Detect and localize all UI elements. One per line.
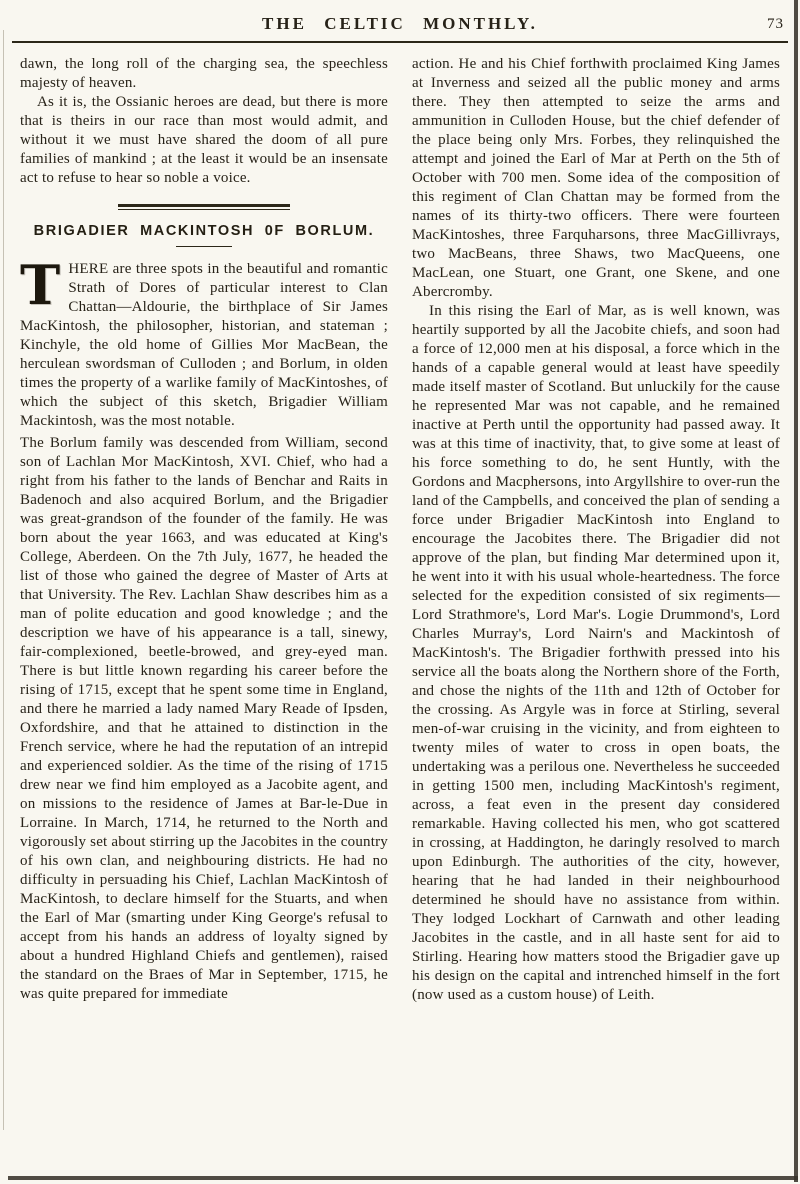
section-divider xyxy=(118,204,290,210)
paragraph-rising: In this rising the Earl of Mar, as is well known, was heartily supported by all the Jacobite chiefs, and soon had a force of 12,000 men at his disposal, a force which in the hands of a capable general would at least have speedily made itself master of Scotland. But unluckily for the cause he represented Mar was not capable, and he remained inactive at Perth until the opportunity had passed away. It was at this time of inactivity, that, to give some at least of his force something to do, he sent Huntly, with the Gordons and Macphersons, into Argyllshire to over-run the land of the Campbells, and conceived the plan of sending a force under Brigadier MacKintosh into England to encourage the Jacobites there. The Brigadier did not approve of the plan, but finding Mar determined upon it, he went into it with his usual whole-heartedness. The force selected for the expedition consisted of six regiments—Lord Strathmore's, Lord Mar's. Logie Drummond's, Lord Charles Murray's, Lord Nairn's and Mackintosh of MacKintosh's. The Brigadier forthwith pressed into his service all the boats along the Northern shore of the Forth, and chose the nights of the 11th and 12th of October for the crossing. As Argyle was in force at Stirling, several men-of-war cruising in the vicinity, and from eighteen to twenty miles of water to cross in open boats, the undertaking was a perilous one. Nevertheless he succeeded in getting 1500 men, including MacKintosh's regiment, across, a feat even in the present day considered remarkable. Having collected his men, who got scattered in crossing, at Haddington, he daringly resolved to march upon Edinburgh. The authorities of the city, however, hearing that he had landed in their neighbourhood determined he should have no assistance from within. They lodged Lockhart of Carnwath and other leading Jacobites in the castle, and in all haste sent for aid to Stirling. Hearing how matters stood the Brigadier gave up his design on the capital and intrenched himself in the fort (now used as a custom house) of Leith. xyxy=(412,303,780,1003)
paragraph-borlum-family: The Borlum family was descended from William, second son of Lachlan Mor MacKintosh, XVI. Chief, who had a right from his father to the lands of Benchar and Raits in Badenoch and also acquired Borlum, and the Brigadier was great-grandson of the founder of the family. He was born about the year 1663, and was educated at King's College, Aberdeen. On the 7th July, 1677, he headed the list of those who gained the degree of Master of Arts at that University. The Rev. Lachlan Shaw describes him as a man of polite education and good knowledge ; and the description we have of his appearance is a tall, sinewy, fair-complexioned, beetle-browed, and grey-eyed man. There is but little known regarding his career before the rising of 1715, except that he spent some time in England, and there he married a lady named Mary Reade of Ipsden, Oxfordshire, and that he attained to distinction in the French service, where he had the reputation of an intrepid and experienced soldier. As the time of the rising of 1715 drew near we find him employed as a Jacobite agent, and on missions to the residence of James at Bar-le-Due in Lorraine. In March, 1714, he returned to the North and vigorously set about stirring up the Jacobites in the country of his own clan, and neighbouring districts. He had no difficulty in persuading his Chief, Lachlan MacKintosh of MacKintosh, to declare himself for the Stuarts, and when the Earl of Mar (smarting under King George's refusal to accept from his hands an address of loyalty signed by about a hundred Highland Chiefs and gentlemen), raised the standard on the Braes of Mar in September, 1715, he was quite prepared for immediate xyxy=(20,435,388,1002)
scan-edge-bottom xyxy=(8,1176,798,1180)
page-number: 73 xyxy=(767,16,784,32)
right-column xyxy=(412,55,780,1005)
left-column xyxy=(20,55,388,1005)
journal-title: THE CELTIC MONTHLY. xyxy=(262,14,538,33)
paragraph-ossianic: As it is, the Ossianic heroes are dead, but there is more that is theirs in our race than most would admit, and without it we must have shared the doom of all pure families of mankind ; at the least it would be an insensate act to refuse to hear so noble a voice. xyxy=(20,94,388,186)
text-columns xyxy=(20,55,780,1005)
drop-cap-initial: T xyxy=(20,253,61,317)
paragraph-continuation: dawn, the long roll of the charging sea, the speechless majesty of heaven. xyxy=(20,56,388,91)
article-heading: BRIGADIER MACKINTOSH 0F BORLUM. xyxy=(33,223,375,239)
masthead xyxy=(12,10,788,43)
scan-edge-right xyxy=(794,0,798,1182)
scan-edge-left xyxy=(3,30,4,1130)
paragraph-action: action. He and his Chief forthwith proclaimed King James at Inverness and seized all the public money and arms there. They then attempted to seize the arms and ammunition in Culloden House, but the chief defender of the place being only Mrs. Forbes, they relinquished the attempt and joined the Earl of Mar at Perth on the 5th of October with 700 men. Some idea of the composition of this regiment of Clan Chattan may be formed from the names of its thirty-two officers. There were fourteen MacKintoshes, three Farquharsons, three MacGillivrays, two MacBeans, three Shaws, two MacQueens, one MacLean, one Stuart, one Grant, one Skene, and one Abercromby. xyxy=(412,56,780,300)
paragraph-article-opening xyxy=(20,253,388,431)
article-opening-text: HERE are three spots in the beautiful and romantic Strath of Dores of particular interest to Clan Chattan—Aldourie, the birthplace of Sir James MacKintosh, the philosopher, historian, and stateman ; Kinchyle, the old home of Gillies Mor MacBean, the herculean swordsman of Culloden ; and Borlum, in olden times the property of a warlike family of MacKintoshes, of which the subject of this sketch, Brigadier William Mackintosh, was the most notable. xyxy=(20,261,388,429)
heading-rule xyxy=(176,246,232,247)
